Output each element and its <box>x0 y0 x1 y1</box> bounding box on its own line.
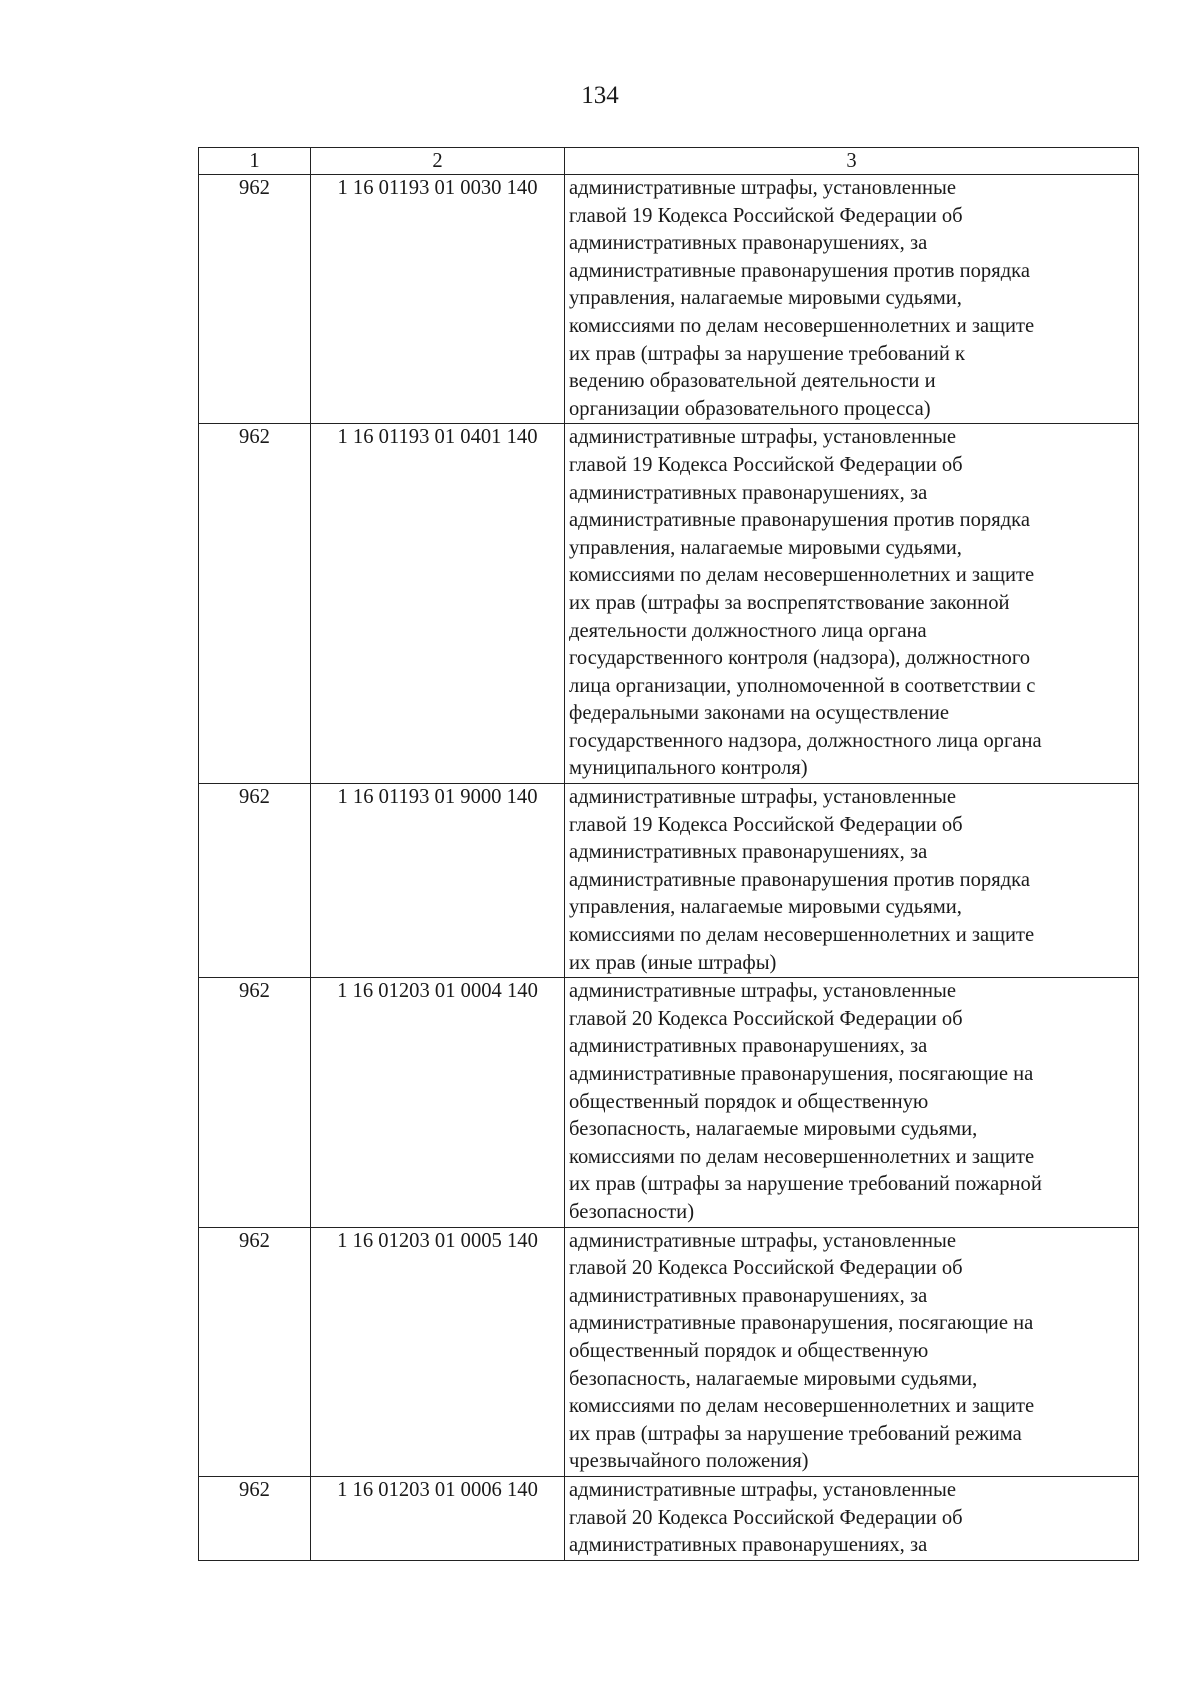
admin-code-cell: 962 <box>199 424 311 784</box>
revenue-description-cell <box>565 1227 1139 1476</box>
page-number: 134 <box>581 82 619 109</box>
description-line: управления, налагаемые мировыми судьями, <box>569 536 962 559</box>
budget-classification-code-cell: 1 16 01203 01 0004 140 <box>311 978 565 1227</box>
description-line: их прав (иные штрафы) <box>569 951 777 974</box>
admin-code-cell: 962 <box>199 784 311 978</box>
description-line: главой 20 Кодекса Российской Федерации об <box>569 1257 963 1280</box>
description-line: административных правонарушениях, за <box>569 1284 928 1307</box>
description-line: общественный порядок и общественную <box>569 1090 929 1113</box>
description-line: административных правонарушениях, за <box>569 481 928 504</box>
description-line: федеральными законами на осуществление <box>569 702 950 725</box>
description-line: муниципального контроля) <box>569 757 808 780</box>
table-row <box>199 1227 1139 1476</box>
description-line: комиссиями по делам несовершеннолетних и защите <box>569 314 1035 337</box>
table-row <box>199 784 1139 978</box>
revenue-description-cell <box>565 978 1139 1227</box>
admin-code-cell: 962 <box>199 175 311 424</box>
description-line: безопасность, налагаемые мировыми судьями, <box>569 1367 978 1390</box>
column-header: 3 <box>565 148 1139 175</box>
description-line: административные штрафы, установленные <box>569 1478 956 1501</box>
description-line: административные штрафы, установленные <box>569 786 956 809</box>
description-line: административных правонарушениях, за <box>569 841 928 864</box>
description-line: общественный порядок и общественную <box>569 1339 929 1362</box>
description-line: государственного надзора, должностного лица органа <box>569 729 1042 752</box>
budget-code-table <box>198 147 1139 1561</box>
description-line: административных правонарушениях, за <box>569 1534 928 1557</box>
description-line: управления, налагаемые мировыми судьями, <box>569 287 962 310</box>
revenue-description-cell <box>565 424 1139 784</box>
description-line: организации образовательного процесса) <box>569 397 931 420</box>
budget-classification-code-cell: 1 16 01193 01 9000 140 <box>311 784 565 978</box>
table-row <box>199 424 1139 784</box>
description-line: ведению образовательной деятельности и <box>569 370 936 393</box>
description-line: административные штрафы, установленные <box>569 426 956 449</box>
description-line: административные правонарушения против порядка <box>569 509 1031 532</box>
description-line: административные правонарушения, посягающие на <box>569 1063 1034 1085</box>
revenue-description-cell <box>565 1476 1139 1560</box>
budget-classification-code-cell: 1 16 01203 01 0006 140 <box>311 1476 565 1560</box>
description-line: чрезвычайного положения) <box>569 1450 809 1473</box>
description-line: главой 20 Кодекса Российской Федерации об <box>569 1506 963 1529</box>
description-line: деятельности должностного лица органа <box>569 619 927 642</box>
description-line: комиссиями по делам несовершеннолетних и защите <box>569 1145 1035 1168</box>
description-line: безопасности) <box>569 1200 695 1223</box>
description-line: административные штрафы, установленные <box>569 1229 956 1252</box>
description-line: управления, налагаемые мировыми судьями, <box>569 896 962 919</box>
column-header: 2 <box>311 148 565 175</box>
description-line: административные штрафы, установленные <box>569 980 956 1003</box>
description-line: административных правонарушениях, за <box>569 232 928 255</box>
budget-classification-code-cell: 1 16 01203 01 0005 140 <box>311 1227 565 1476</box>
description-line: административные правонарушения против порядка <box>569 868 1031 891</box>
budget-classification-code-cell: 1 16 01193 01 0030 140 <box>311 175 565 424</box>
table-row <box>199 1476 1139 1560</box>
admin-code-cell: 962 <box>199 978 311 1227</box>
description-line: административных правонарушениях, за <box>569 1035 928 1058</box>
description-line: комиссиями по делам несовершеннолетних и защите <box>569 564 1035 587</box>
description-line: комиссиями по делам несовершеннолетних и защите <box>569 924 1035 947</box>
description-line: лица организации, уполномоченной в соответствии с <box>569 674 1036 697</box>
revenue-description-cell <box>565 784 1139 978</box>
description-line: главой 19 Кодекса Российской Федерации об <box>569 453 963 476</box>
revenue-description-cell <box>565 175 1139 424</box>
table-row <box>199 175 1139 424</box>
table-body <box>199 175 1139 1561</box>
description-line: их прав (штрафы за нарушение требований пожарной <box>569 1173 1042 1196</box>
admin-code-cell: 962 <box>199 1476 311 1560</box>
description-line: их прав (штрафы за нарушение требований к <box>569 342 966 365</box>
description-line: административные правонарушения, посягающие на <box>569 1312 1034 1335</box>
table-header-row <box>199 148 1139 175</box>
description-line: главой 20 Кодекса Российской Федерации об <box>569 1007 963 1030</box>
description-line: их прав (штрафы за нарушение требований режима <box>569 1422 1022 1445</box>
description-line: административные правонарушения против порядка <box>569 259 1031 282</box>
admin-code-cell: 962 <box>199 1227 311 1476</box>
description-line: их прав (штрафы за воспрепятствование законной <box>569 591 1010 614</box>
description-line: безопасность, налагаемые мировыми судьями, <box>569 1118 978 1141</box>
table-row <box>199 978 1139 1227</box>
column-header: 1 <box>199 148 311 175</box>
description-line: государственного контроля (надзора), должностного <box>569 647 1031 670</box>
description-line: главой 19 Кодекса Российской Федерации об <box>569 204 963 227</box>
description-line: главой 19 Кодекса Российской Федерации об <box>569 813 963 836</box>
description-line: комиссиями по делам несовершеннолетних и защите <box>569 1395 1035 1418</box>
description-line: административные штрафы, установленные <box>569 177 956 199</box>
budget-classification-code-cell: 1 16 01193 01 0401 140 <box>311 424 565 784</box>
